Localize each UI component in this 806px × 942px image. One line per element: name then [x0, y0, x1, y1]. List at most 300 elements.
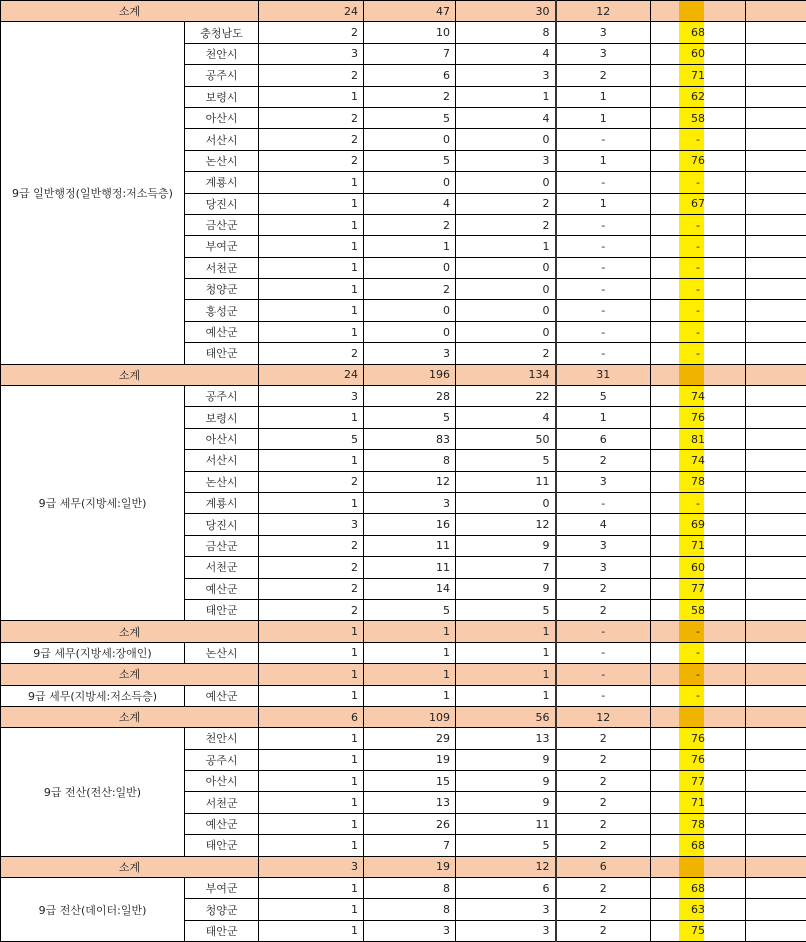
col-a: 1 — [259, 321, 364, 342]
col-b: 15 — [364, 771, 456, 792]
col-c: 5 — [456, 450, 556, 471]
region-cell: 아산시 — [185, 771, 259, 792]
score-value: - — [696, 325, 700, 339]
score-value: 58 — [691, 111, 706, 125]
col-c: 5 — [456, 835, 556, 856]
col-a: 1 — [259, 685, 364, 706]
col-f — [746, 279, 806, 300]
score-cell — [651, 813, 746, 834]
highlight-band — [679, 664, 704, 685]
subtotal-a: 3 — [259, 856, 364, 877]
col-a: 2 — [259, 557, 364, 578]
col-b: 0 — [364, 129, 456, 150]
col-a: 3 — [259, 386, 364, 407]
score-cell — [651, 86, 746, 107]
score-value: 77 — [691, 774, 706, 788]
subtotal-d: 6 — [556, 856, 651, 877]
col-b: 19 — [364, 749, 456, 770]
region-cell: 태안군 — [185, 599, 259, 620]
highlight-band — [679, 172, 704, 193]
score-cell — [651, 343, 746, 364]
score-cell — [651, 65, 746, 86]
highlight-band — [679, 215, 704, 236]
col-d: 3 — [556, 535, 651, 556]
score-cell — [651, 407, 746, 428]
col-a: 2 — [259, 107, 364, 128]
col-f — [746, 920, 806, 941]
subtotal-f — [746, 856, 806, 877]
col-c: 9 — [456, 535, 556, 556]
subtotal-row — [1, 364, 806, 385]
col-b: 7 — [364, 43, 456, 64]
col-b: 5 — [364, 407, 456, 428]
score-cell — [651, 150, 746, 171]
subtotal-row — [1, 621, 806, 642]
col-b: 5 — [364, 107, 456, 128]
highlight-band — [679, 643, 704, 664]
col-d: - — [556, 257, 651, 278]
subtotal-c: 1 — [456, 664, 556, 685]
col-c: 4 — [456, 407, 556, 428]
region-cell: 태안군 — [185, 343, 259, 364]
region-cell: 천안시 — [185, 728, 259, 749]
col-a: 1 — [259, 193, 364, 214]
col-c: 9 — [456, 749, 556, 770]
score-cell — [651, 685, 746, 706]
col-f — [746, 65, 806, 86]
subtotal-c: 1 — [456, 621, 556, 642]
table-row — [1, 685, 806, 706]
subtotal-d: - — [556, 621, 651, 642]
score-value: - — [696, 496, 700, 510]
score-cell — [651, 193, 746, 214]
col-f — [746, 107, 806, 128]
col-d: 1 — [556, 407, 651, 428]
region-cell: 계룡시 — [185, 172, 259, 193]
col-b: 11 — [364, 535, 456, 556]
col-f — [746, 129, 806, 150]
col-f — [746, 514, 806, 535]
region-cell: 금산군 — [185, 535, 259, 556]
col-d: 2 — [556, 878, 651, 899]
col-c: 0 — [456, 172, 556, 193]
score-cell — [651, 129, 746, 150]
score-value: 69 — [691, 518, 706, 532]
score-cell — [651, 321, 746, 342]
col-c: 0 — [456, 321, 556, 342]
highlight-band — [679, 300, 704, 321]
col-f — [746, 685, 806, 706]
score-value: 63 — [691, 903, 706, 917]
col-d: - — [556, 214, 651, 235]
col-a: 2 — [259, 150, 364, 171]
col-d: 2 — [556, 599, 651, 620]
score-value: - — [696, 646, 700, 660]
col-d: - — [556, 685, 651, 706]
col-a: 1 — [259, 172, 364, 193]
col-f — [746, 450, 806, 471]
col-d: 5 — [556, 386, 651, 407]
col-a: 2 — [259, 65, 364, 86]
region-cell: 예산군 — [185, 578, 259, 599]
highlight-band — [679, 343, 704, 364]
score-cell — [651, 749, 746, 770]
col-a: 1 — [259, 920, 364, 941]
col-a: 1 — [259, 279, 364, 300]
subtotal-d: 31 — [556, 364, 651, 385]
col-a: 1 — [259, 642, 364, 663]
col-f — [746, 22, 806, 43]
col-d: 2 — [556, 65, 651, 86]
col-f — [746, 813, 806, 834]
score-value: 74 — [691, 389, 706, 403]
region-cell: 부여군 — [185, 236, 259, 257]
col-a: 1 — [259, 728, 364, 749]
subtotal-a: 1 — [259, 664, 364, 685]
col-f — [746, 321, 806, 342]
col-f — [746, 535, 806, 556]
score-value: 68 — [691, 838, 706, 852]
category-cell: 9급 일반행정(일반행정:저소득층) — [1, 22, 185, 364]
score-value: 76 — [691, 154, 706, 168]
col-c: 0 — [456, 257, 556, 278]
score-value: 67 — [691, 197, 706, 211]
subtotal-c: 12 — [456, 856, 556, 877]
score-cell — [651, 920, 746, 941]
score-value: 71 — [691, 539, 706, 553]
score-value: - — [696, 133, 700, 147]
col-a: 1 — [259, 492, 364, 513]
col-d: 2 — [556, 835, 651, 856]
region-cell: 천안시 — [185, 43, 259, 64]
col-f — [746, 172, 806, 193]
col-f — [746, 386, 806, 407]
subtotal-label: 소계 — [1, 856, 259, 877]
table-row — [1, 22, 806, 43]
score-value: 75 — [691, 924, 706, 938]
col-c: 9 — [456, 578, 556, 599]
score-value: 78 — [691, 817, 706, 831]
col-b: 2 — [364, 86, 456, 107]
category-cell: 9급 세무(지방세:일반) — [1, 386, 185, 621]
col-a: 1 — [259, 899, 364, 920]
col-d: - — [556, 492, 651, 513]
col-d: - — [556, 343, 651, 364]
score-value: - — [696, 239, 700, 253]
region-cell: 서산시 — [185, 129, 259, 150]
score-value: 60 — [691, 560, 706, 574]
score-value: 78 — [691, 475, 706, 489]
col-b: 28 — [364, 386, 456, 407]
col-c: 13 — [456, 728, 556, 749]
score-value: - — [696, 346, 700, 360]
col-b: 16 — [364, 514, 456, 535]
region-cell: 예산군 — [185, 813, 259, 834]
subtotal-label: 소계 — [1, 621, 259, 642]
col-d: 2 — [556, 899, 651, 920]
col-c: 22 — [456, 386, 556, 407]
region-cell: 논산시 — [185, 471, 259, 492]
col-c: 7 — [456, 557, 556, 578]
col-d: - — [556, 129, 651, 150]
region-cell: 청양군 — [185, 279, 259, 300]
col-b: 8 — [364, 450, 456, 471]
highlight-band — [679, 857, 704, 878]
col-b: 3 — [364, 343, 456, 364]
col-f — [746, 642, 806, 663]
col-f — [746, 150, 806, 171]
score-cell — [651, 706, 746, 727]
score-cell — [651, 578, 746, 599]
col-c: 4 — [456, 107, 556, 128]
subtotal-f — [746, 664, 806, 685]
highlight-band — [679, 365, 704, 386]
subtotal-label: 소계 — [1, 364, 259, 385]
col-a: 2 — [259, 343, 364, 364]
col-a: 1 — [259, 300, 364, 321]
col-c: 1 — [456, 642, 556, 663]
col-d: 3 — [556, 471, 651, 492]
col-d: 2 — [556, 578, 651, 599]
score-value: 60 — [691, 47, 706, 61]
col-b: 0 — [364, 257, 456, 278]
col-f — [746, 43, 806, 64]
region-cell: 태안군 — [185, 835, 259, 856]
region-cell: 태안군 — [185, 920, 259, 941]
col-c: 11 — [456, 471, 556, 492]
col-a: 1 — [259, 771, 364, 792]
subtotal-b: 1 — [364, 664, 456, 685]
col-d: - — [556, 172, 651, 193]
col-c: 0 — [456, 129, 556, 150]
score-value: 76 — [691, 411, 706, 425]
score-value: 71 — [691, 796, 706, 810]
subtotal-c: 56 — [456, 706, 556, 727]
col-a: 2 — [259, 22, 364, 43]
col-d: 1 — [556, 107, 651, 128]
table-row — [1, 878, 806, 899]
region-cell: 충청남도 — [185, 22, 259, 43]
score-cell — [651, 728, 746, 749]
col-c: 3 — [456, 150, 556, 171]
col-b: 5 — [364, 150, 456, 171]
region-cell: 보령시 — [185, 86, 259, 107]
subtotal-label: 소계 — [1, 1, 259, 22]
col-c: 1 — [456, 236, 556, 257]
category-cell: 9급 세무(지방세:저소득층) — [1, 685, 185, 706]
score-value: 62 — [691, 90, 706, 104]
col-c: 8 — [456, 22, 556, 43]
col-b: 1 — [364, 685, 456, 706]
score-cell — [651, 300, 746, 321]
col-f — [746, 407, 806, 428]
col-b: 8 — [364, 899, 456, 920]
col-b: 26 — [364, 813, 456, 834]
col-a: 1 — [259, 813, 364, 834]
highlight-band — [679, 621, 704, 642]
score-cell — [651, 471, 746, 492]
col-c: 9 — [456, 771, 556, 792]
score-value: 58 — [691, 603, 706, 617]
col-f — [746, 257, 806, 278]
col-b: 3 — [364, 492, 456, 513]
col-c: 2 — [456, 214, 556, 235]
region-cell: 서천군 — [185, 792, 259, 813]
col-b: 10 — [364, 22, 456, 43]
col-b: 1 — [364, 236, 456, 257]
col-f — [746, 300, 806, 321]
col-c: 9 — [456, 792, 556, 813]
col-b: 14 — [364, 578, 456, 599]
subtotal-f — [746, 621, 806, 642]
score-value: 77 — [691, 582, 706, 596]
subtotal-b: 19 — [364, 856, 456, 877]
col-a: 2 — [259, 535, 364, 556]
region-cell: 예산군 — [185, 685, 259, 706]
subtotal-b: 1 — [364, 621, 456, 642]
region-cell: 보령시 — [185, 407, 259, 428]
score-cell — [651, 214, 746, 235]
score-cell — [651, 557, 746, 578]
subtotal-a: 24 — [259, 364, 364, 385]
col-a: 1 — [259, 407, 364, 428]
col-d: - — [556, 300, 651, 321]
col-b: 11 — [364, 557, 456, 578]
score-cell — [651, 792, 746, 813]
subtotal-a: 24 — [259, 1, 364, 22]
col-c: 12 — [456, 514, 556, 535]
score-cell — [651, 856, 746, 877]
col-b: 29 — [364, 728, 456, 749]
score-cell — [651, 257, 746, 278]
highlight-band — [679, 236, 704, 257]
score-value: - — [696, 261, 700, 275]
region-cell: 공주시 — [185, 749, 259, 770]
col-f — [746, 343, 806, 364]
score-value: - — [696, 218, 700, 232]
score-value: - — [696, 625, 700, 639]
col-f — [746, 899, 806, 920]
subtotal-b: 196 — [364, 364, 456, 385]
score-cell — [651, 514, 746, 535]
subtotal-row — [1, 1, 806, 22]
col-d: 2 — [556, 813, 651, 834]
region-cell: 계룡시 — [185, 492, 259, 513]
region-cell: 아산시 — [185, 428, 259, 449]
region-cell: 아산시 — [185, 107, 259, 128]
subtotal-b: 47 — [364, 1, 456, 22]
col-c: 1 — [456, 685, 556, 706]
highlight-band — [679, 686, 704, 707]
highlight-band — [679, 129, 704, 150]
region-cell: 당진시 — [185, 514, 259, 535]
subtotal-f — [746, 1, 806, 22]
col-b: 6 — [364, 65, 456, 86]
col-f — [746, 792, 806, 813]
score-cell — [651, 279, 746, 300]
score-value: 68 — [691, 881, 706, 895]
col-a: 1 — [259, 792, 364, 813]
highlight-band — [679, 258, 704, 279]
col-b: 1 — [364, 642, 456, 663]
category-cell: 9급 전산(데이터:일반) — [1, 878, 185, 942]
col-d: 2 — [556, 771, 651, 792]
region-cell: 서산시 — [185, 450, 259, 471]
score-cell — [651, 771, 746, 792]
score-value: 74 — [691, 453, 706, 467]
col-d: - — [556, 279, 651, 300]
col-d: 2 — [556, 749, 651, 770]
subtotal-d: 12 — [556, 706, 651, 727]
col-a: 2 — [259, 129, 364, 150]
col-c: 3 — [456, 920, 556, 941]
score-cell — [651, 664, 746, 685]
col-b: 2 — [364, 214, 456, 235]
score-cell — [651, 450, 746, 471]
score-cell — [651, 22, 746, 43]
col-d: 2 — [556, 450, 651, 471]
category-cell: 9급 세무(지방세:장애인) — [1, 642, 185, 663]
col-f — [746, 428, 806, 449]
region-cell: 공주시 — [185, 65, 259, 86]
region-cell: 당진시 — [185, 193, 259, 214]
subtotal-label: 소계 — [1, 706, 259, 727]
subtotal-f — [746, 364, 806, 385]
highlight-band — [679, 322, 704, 343]
col-c: 0 — [456, 300, 556, 321]
score-cell — [651, 364, 746, 385]
col-d: - — [556, 321, 651, 342]
col-a: 1 — [259, 257, 364, 278]
score-value: - — [696, 689, 700, 703]
score-value: 76 — [691, 753, 706, 767]
region-cell: 공주시 — [185, 386, 259, 407]
col-f — [746, 771, 806, 792]
highlight-band — [679, 493, 704, 514]
col-c: 6 — [456, 878, 556, 899]
col-d: 2 — [556, 728, 651, 749]
col-b: 83 — [364, 428, 456, 449]
col-c: 1 — [456, 86, 556, 107]
col-d: - — [556, 642, 651, 663]
score-cell — [651, 107, 746, 128]
score-cell — [651, 599, 746, 620]
col-c: 50 — [456, 428, 556, 449]
subtotal-row — [1, 706, 806, 727]
col-b: 0 — [364, 300, 456, 321]
col-c: 3 — [456, 65, 556, 86]
score-cell — [651, 878, 746, 899]
region-cell: 홍성군 — [185, 300, 259, 321]
score-cell — [651, 642, 746, 663]
col-f — [746, 492, 806, 513]
col-f — [746, 471, 806, 492]
col-a: 1 — [259, 86, 364, 107]
score-value: 76 — [691, 731, 706, 745]
col-b: 12 — [364, 471, 456, 492]
region-cell: 서천군 — [185, 257, 259, 278]
col-d: 3 — [556, 557, 651, 578]
score-cell — [651, 899, 746, 920]
col-d: 3 — [556, 22, 651, 43]
col-f — [746, 878, 806, 899]
col-b: 4 — [364, 193, 456, 214]
score-value: - — [696, 175, 700, 189]
score-cell — [651, 535, 746, 556]
score-value: - — [696, 304, 700, 318]
col-c: 11 — [456, 813, 556, 834]
col-d: 6 — [556, 428, 651, 449]
